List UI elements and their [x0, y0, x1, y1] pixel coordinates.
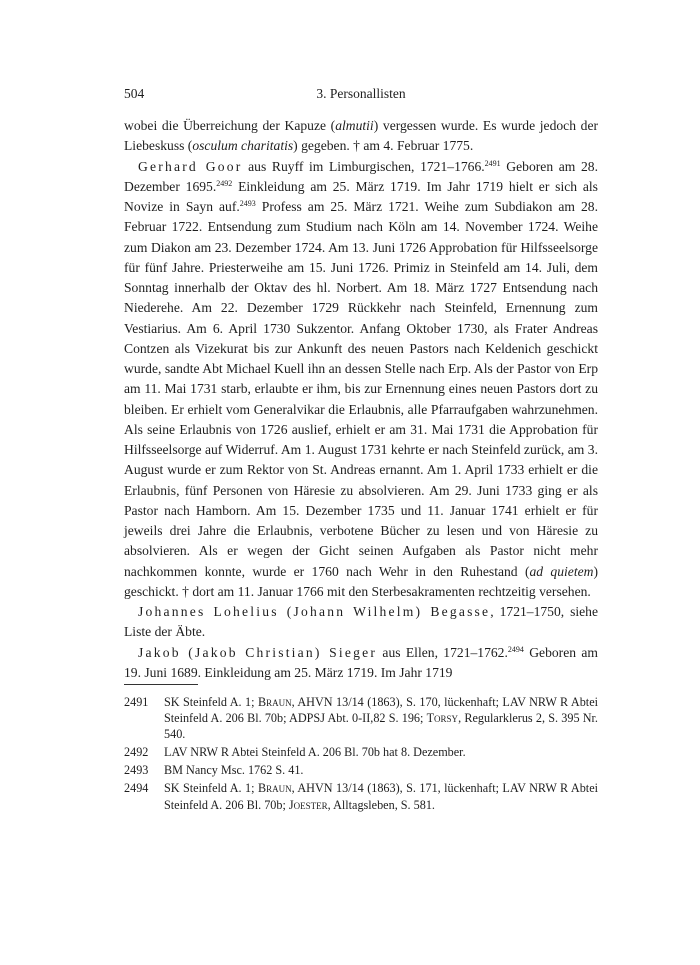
- text-run: LAV NRW R Abtei Steinfeld A. 206 Bl. 70b hat 8. Dezember.: [164, 745, 466, 760]
- text-run: Einkleidung am 25. März 1719. Im Jahr 1719 hielt er sich als Novize in Sayn auf.: [124, 178, 598, 214]
- text-run: Geboren am 19. Juni 1689. Einkleidung am 25. März 1719. Im Jahr 1719: [124, 644, 598, 680]
- text-run: SK Steinfeld A. 1;: [164, 695, 258, 709]
- text-run: ) gegeben. † am 4. Februar 1775.: [293, 138, 474, 154]
- running-title: 3. Personallisten: [316, 86, 406, 101]
- text-run: SK Steinfeld A. 1;: [164, 781, 258, 796]
- entry-jakob-sieger: [124, 643, 598, 684]
- footnote-number: 2494: [124, 781, 149, 796]
- latin-term: almutii: [335, 118, 374, 133]
- entry-gerhard-goor: [124, 157, 598, 603]
- text-run: , 1721–1750, siehe Liste der Äbte.: [124, 604, 598, 640]
- page-number: 504: [124, 86, 145, 101]
- footnote-ref[interactable]: 2491: [484, 158, 501, 168]
- footnote-ref[interactable]: 2493: [239, 199, 256, 208]
- footnote-ref[interactable]: 2492: [216, 178, 233, 188]
- footnote: [124, 694, 598, 742]
- text-run: , AHVN 13/14 (1863), S. 171, lückenhaft; LAV NRW R Abtei Steinfeld A. 206 Bl. 70b;: [164, 781, 598, 812]
- author-name: Braun: [257, 781, 292, 796]
- main-text: [124, 116, 598, 683]
- text-run: aus Ruyff im Limburgischen, 1721–1766.: [242, 158, 485, 174]
- footnote-ref[interactable]: 2494: [507, 644, 524, 654]
- text-run: BM Nancy Msc. 1762 S. 41.: [164, 763, 304, 778]
- footnote: [124, 744, 598, 760]
- text-run: ) geschickt. † dort am 11. Januar 1766 mit den Sterbesakramenten rechtzeitig versehen.: [124, 563, 598, 599]
- footnote-number: 2492: [124, 745, 149, 760]
- latin-term: osculum charitatis: [192, 138, 294, 154]
- author-name: Braun: [257, 695, 292, 709]
- footnote: [124, 780, 598, 812]
- text-run: wobei die Überreichung der Kapuze (: [124, 118, 336, 133]
- paragraph-continuation: [124, 116, 598, 157]
- text-run: Geboren am 28. Dezember 1695.: [124, 158, 598, 194]
- footnotes: [124, 694, 598, 815]
- footnote: [124, 762, 598, 778]
- author-name: Torsy: [426, 711, 459, 726]
- footnote-separator: [124, 684, 198, 685]
- author-name: Joester: [288, 797, 328, 812]
- text-run: , Alltagsleben, S. 581.: [327, 797, 435, 812]
- latin-term: ad quietem: [529, 563, 594, 579]
- footnote-number: 2493: [124, 763, 149, 778]
- footnote-number: 2491: [124, 695, 149, 709]
- text-run: aus Ellen, 1721–1762.: [377, 644, 508, 660]
- text-run: ) vergessen wurde. Es wurde jedoch der Liebeskuss (: [124, 118, 598, 154]
- text-run: Profess am 25. März 1721. Weihe zum Subdiakon am 28. Februar 1722. Entsendung zum Studium nach Köln am 14. November 1724. Weihe zum Diakon am 23. Dezember 1724. Am 13. Juni 1726 Approbation für Hilfsseelsorge für fünf Jahre. Priesterweihe am 15. Juni 1726. Primiz in Steinfeld am 14. Juli, dem Sonntag innerhalb der Oktav des hl. Norbert. Am 18. März 1727 Entsendung nach Niederehe. Am 22. Dezember 1729 Rückkehr nach Steinfeld, Ernennung zum Vestiarius. Am 6. April 1730 Sukzentor. Anfang Oktober 1730, als Frater Andreas Contzen als Vizekurat bis zur Ankunft des neuen Pastors nach Keldenich geschickt wurde, sandte Abt Michael Kuell ihn an dessen Stelle nach Erp. Als der Pastor von Erp am 11. Mai 1731 starb, erlaubte er ihm, bis zur Ernennung eines neuen Pastors dort zu bleiben. Er erhielt vom Generalvikar die Erlaubnis, alle Pfarraufgaben wahrzunehmen. Als seine Erlaubnis von 1726 auslief, erhielt er am 31. Mai 1731 die Approbation für Hilfsseelsorge auf Widerruf. Am 1. August 1731 kehrte er nach Steinfeld zurück, am 3. August wurde er zum Rektor von St. Andreas ernannt. Am 1. April 1733 erhielt er die Erlaubnis, fünf Personen von Häresie zu absolvieren. Am 29. Juni 1733 ging er als Pastor nach Hamborn. Am 15. Dezember 1735 und 11. Januar 1741 erhielt er für jeweils drei Jahre die Erlaubnis, verbotene Bücher zu lesen und von Häresie zu absolvieren. Als er wegen der Gicht seinen Aufgaben als Pastor nicht mehr nachkommen konnte, wurde er 1760 nach Wehr in den Ruhestand (: [124, 199, 598, 579]
- text-run: , Regularklerus 2, S. 395 Nr. 540.: [164, 711, 598, 742]
- person-name: Gerhard Goor: [138, 158, 243, 174]
- person-name: Johannes Lohelius (Johann Wilhelm) Begasse: [138, 604, 491, 619]
- person-name: Jakob (Jakob Christian) Sieger: [138, 644, 378, 660]
- entry-begasse: [124, 602, 598, 643]
- text-run: , AHVN 13/14 (1863), S. 170, lückenhaft; LAV NRW R Abtei Steinfeld A. 206 Bl. 70b; ADPSJ Abt. 0-II,82 S. 196;: [164, 695, 598, 726]
